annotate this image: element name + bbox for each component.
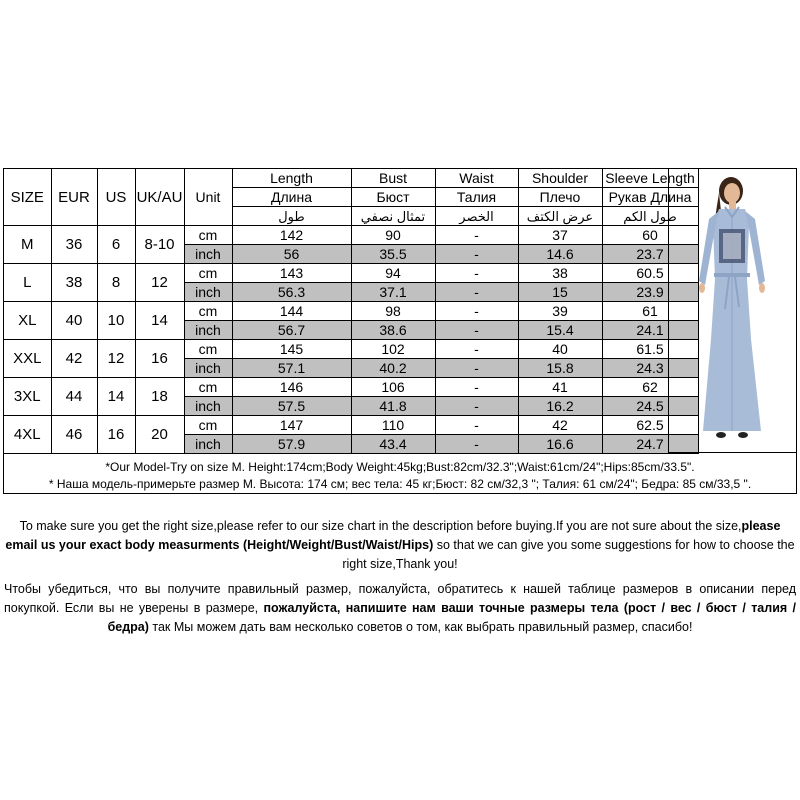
cell-inch-value: 56 — [232, 245, 351, 264]
cell-size: M — [4, 226, 51, 264]
cell-cm-value: 39 — [518, 302, 602, 321]
header-shoulder-ar: عرض الكتف — [518, 207, 602, 226]
cell-size: L — [4, 264, 51, 302]
cell-inch-value: 56.7 — [232, 321, 351, 340]
header-sleeve-en: Sleeve Length — [602, 169, 698, 188]
cell-cm-value: 110 — [351, 416, 435, 435]
model-note-ru: * Наша модель-примерьте размер М. Высота: 174 см; вес тела: 45 кг;Бюст: 82 см/32,3 "; Талия: 61 см/24"; Бедра: 85 см/33,5 ". — [48, 477, 752, 491]
cell-cm-value: - — [435, 226, 518, 245]
header-length-ru: Длина — [232, 188, 351, 207]
unit-inch: inch — [184, 397, 232, 416]
model-note-en: *Our Model-Try on size M. Height:174cm;Body Weight:45kg;Bust:82cm/32.3";Waist:61cm/24";Hips:85cm/33.5". — [105, 460, 695, 474]
cell-inch-value: 15 — [518, 283, 602, 302]
cell-ukau: 12 — [135, 264, 184, 302]
header-waist-ru: Талия — [435, 188, 518, 207]
instructions-en-part1: To make sure you get the right size,please refer to our size chart in the description before buying.If you are not sure about the size, — [19, 519, 742, 533]
cell-cm-value: 37 — [518, 226, 602, 245]
cell-inch-value: 16.6 — [518, 435, 602, 454]
header-size: SIZE — [4, 169, 51, 226]
cell-cm-value: 42 — [518, 416, 602, 435]
header-bust-en: Bust — [351, 169, 435, 188]
cell-inch-value: 35.5 — [351, 245, 435, 264]
cell-ukau: 18 — [135, 378, 184, 416]
cell-inch-value: 23.9 — [602, 283, 698, 302]
cell-cm-value: - — [435, 264, 518, 283]
cell-inch-value: 57.9 — [232, 435, 351, 454]
cell-cm-value: 41 — [518, 378, 602, 397]
header-shoulder-ru: Плечо — [518, 188, 602, 207]
cell-inch-value: 14.6 — [518, 245, 602, 264]
instructions-en — [4, 517, 796, 574]
cell-size: XXL — [4, 340, 51, 378]
cell-us: 12 — [97, 340, 135, 378]
cell-inch-value: 57.5 — [232, 397, 351, 416]
cell-us: 6 — [97, 226, 135, 264]
unit-cm: cm — [184, 226, 232, 245]
unit-inch: inch — [184, 359, 232, 378]
cell-ukau: 8-10 — [135, 226, 184, 264]
cell-cm-value: 106 — [351, 378, 435, 397]
unit-inch: inch — [184, 321, 232, 340]
header-bust-ar: تمثال نصفي — [351, 207, 435, 226]
table-row — [4, 264, 698, 283]
unit-inch: inch — [184, 283, 232, 302]
cell-cm-value: 145 — [232, 340, 351, 359]
cell-cm-value: - — [435, 340, 518, 359]
header-bust-ru: Бюст — [351, 188, 435, 207]
cell-us: 16 — [97, 416, 135, 454]
cell-us: 8 — [97, 264, 135, 302]
size-table — [4, 169, 699, 454]
cell-inch-value: - — [435, 321, 518, 340]
cell-size: 3XL — [4, 378, 51, 416]
header-ukau: UK/AU — [135, 169, 184, 226]
cell-inch-value: 15.8 — [518, 359, 602, 378]
cell-cm-value: - — [435, 416, 518, 435]
cell-inch-value: 41.8 — [351, 397, 435, 416]
cell-cm-value: 98 — [351, 302, 435, 321]
cell-cm-value: 38 — [518, 264, 602, 283]
header-sleeve-ar: طول الكم — [602, 207, 698, 226]
instructions-ru — [4, 580, 796, 637]
cell-inch-value: 43.4 — [351, 435, 435, 454]
model-illustration — [669, 169, 796, 452]
cell-us: 14 — [97, 378, 135, 416]
cell-ukau: 16 — [135, 340, 184, 378]
cell-inch-value: 24.7 — [602, 435, 698, 454]
cell-us: 10 — [97, 302, 135, 340]
instructions-en-bold: please email us your exact body measurments (Height/Weight/Bust/Waist/Hips) — [5, 519, 781, 552]
cell-eur: 38 — [51, 264, 97, 302]
cell-ukau: 14 — [135, 302, 184, 340]
instructions-en-part2: so that we can give you some suggestions for how to choose the right size,Thank you! — [342, 538, 795, 571]
cell-inch-value: 23.7 — [602, 245, 698, 264]
table-row — [4, 416, 698, 435]
header-us: US — [97, 169, 135, 226]
cell-inch-value: - — [435, 435, 518, 454]
cell-cm-value: 90 — [351, 226, 435, 245]
table-row — [4, 302, 698, 321]
cell-cm-value: 146 — [232, 378, 351, 397]
cell-cm-value: 94 — [351, 264, 435, 283]
instructions-ru-part1: Чтобы убедиться, что вы получите правильный размер, пожалуйста, обратитесь к нашей таблице размеров в описании перед покупкой. Если вы не уверены в размере, — [4, 582, 796, 615]
cell-eur: 46 — [51, 416, 97, 454]
cell-inch-value: - — [435, 397, 518, 416]
cell-cm-value: 61 — [602, 302, 698, 321]
unit-cm: cm — [184, 378, 232, 397]
cell-cm-value: 60.5 — [602, 264, 698, 283]
instructions-ru-bold: пожалуйста, напишите нам ваши точные размеры тела (рост / вес / бюст / талия / бедра) — [107, 601, 796, 634]
cell-cm-value: 147 — [232, 416, 351, 435]
table-row — [4, 340, 698, 359]
header-sleeve-ru: Рукав Длина — [602, 188, 698, 207]
cell-inch-value: 40.2 — [351, 359, 435, 378]
cell-inch-value: 38.6 — [351, 321, 435, 340]
cell-inch-value: 24.1 — [602, 321, 698, 340]
table-row — [4, 378, 698, 397]
cell-eur: 40 — [51, 302, 97, 340]
cell-cm-value: 144 — [232, 302, 351, 321]
header-eur: EUR — [51, 169, 97, 226]
cell-inch-value: 16.2 — [518, 397, 602, 416]
unit-inch: inch — [184, 245, 232, 264]
cell-ukau: 20 — [135, 416, 184, 454]
cell-cm-value: 143 — [232, 264, 351, 283]
header-unit: Unit — [184, 169, 232, 226]
unit-inch: inch — [184, 435, 232, 454]
cell-inch-value: 24.3 — [602, 359, 698, 378]
cell-inch-value: - — [435, 359, 518, 378]
cell-cm-value: 60 — [602, 226, 698, 245]
unit-cm: cm — [184, 340, 232, 359]
model-photo — [668, 169, 796, 453]
unit-cm: cm — [184, 416, 232, 435]
cell-size: 4XL — [4, 416, 51, 454]
header-waist-en: Waist — [435, 169, 518, 188]
size-chart — [3, 168, 797, 494]
unit-cm: cm — [184, 302, 232, 321]
cell-inch-value: 56.3 — [232, 283, 351, 302]
cell-inch-value: 15.4 — [518, 321, 602, 340]
cell-cm-value: 62.5 — [602, 416, 698, 435]
cell-inch-value: - — [435, 245, 518, 264]
cell-inch-value: 24.5 — [602, 397, 698, 416]
cell-inch-value: 37.1 — [351, 283, 435, 302]
cell-cm-value: 62 — [602, 378, 698, 397]
cell-size: XL — [4, 302, 51, 340]
header-waist-ar: الخصر — [435, 207, 518, 226]
cell-inch-value: - — [435, 283, 518, 302]
cell-eur: 42 — [51, 340, 97, 378]
header-length-en: Length — [232, 169, 351, 188]
cell-cm-value: 142 — [232, 226, 351, 245]
cell-eur: 36 — [51, 226, 97, 264]
cell-cm-value: 102 — [351, 340, 435, 359]
cell-cm-value: - — [435, 378, 518, 397]
unit-cm: cm — [184, 264, 232, 283]
cell-cm-value: 40 — [518, 340, 602, 359]
table-row — [4, 226, 698, 245]
cell-eur: 44 — [51, 378, 97, 416]
cell-cm-value: - — [435, 302, 518, 321]
instructions-ru-part2: так Мы можем дать вам несколько советов о том, как выбрать правильный размер, спасибо! — [148, 620, 693, 634]
cell-cm-value: 61.5 — [602, 340, 698, 359]
header-shoulder-en: Shoulder — [518, 169, 602, 188]
header-length-ar: طول — [232, 207, 351, 226]
cell-inch-value: 57.1 — [232, 359, 351, 378]
